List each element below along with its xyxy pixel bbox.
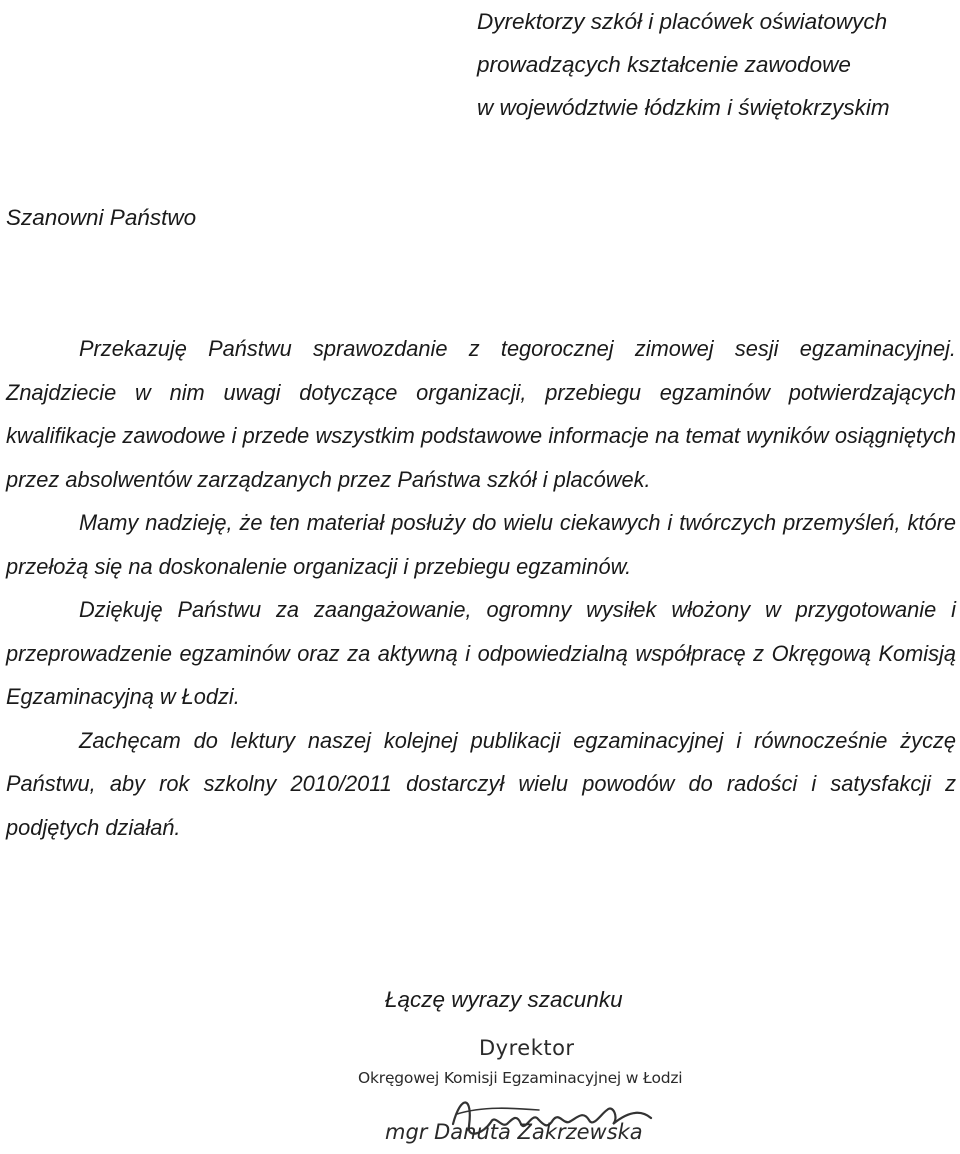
salutation: Szanowni Państwo	[6, 205, 197, 230]
addressee-line-2: prowadzących kształcenie zawodowe	[477, 52, 851, 77]
closing-phrase: Łączę wyrazy szacunku	[385, 987, 623, 1012]
signatory-name: mgr Danuta Zakrzewska	[385, 1120, 643, 1144]
paragraph-3: Dziękuję Państwu za zaangażowanie, ogromny wysiłek włożony w przygotowanie i przeprowadzenie egzaminów oraz za aktywną i odpowiedzialną współpracę z Okręgową Komisją Egzaminacyjną w Łodzi.	[6, 597, 956, 709]
paragraph-2: Mamy nadzieję, że ten materiał posłuży do wielu ciekawych i twórczych przemyśleń, które przełożą się na doskonalenie organizacji i przebiegu egzaminów.	[6, 510, 956, 579]
addressee-line-1: Dyrektorzy szkół i placówek oświatowych	[477, 9, 888, 34]
addressee-block	[477, 0, 890, 129]
signature-stamp	[355, 1032, 715, 1146]
paragraph-4: Zachęcam do lektury naszej kolejnej publikacji egzaminacyjnej i równocześnie życzę Państwu, aby rok szkolny 2010/2011 dostarczył wielu powodów do radości i satysfakcji z podjętych działań.	[6, 727, 956, 840]
addressee-line-3: w województwie łódzkim i świętokrzyskim	[477, 95, 890, 120]
stamp-organization: Okręgowej Komisji Egzaminacyjnej w Łodzi	[358, 1069, 683, 1087]
paragraph-1: Przekazuję Państwu sprawozdanie z tegorocznej zimowej sesji egzaminacyjnej. Znajdziecie w nim uwagi dotyczące organizacji, przebiegu egzaminów potwierdzających kwalifikacje zawodowe i przede wszystkim podstawowe informacje na temat wyników osiągniętych przez absolwentów zarządzanych przez Państwa szkół i placówek.	[6, 336, 956, 492]
letter-body	[6, 327, 956, 849]
stamp-title: Dyrektor	[479, 1036, 575, 1060]
